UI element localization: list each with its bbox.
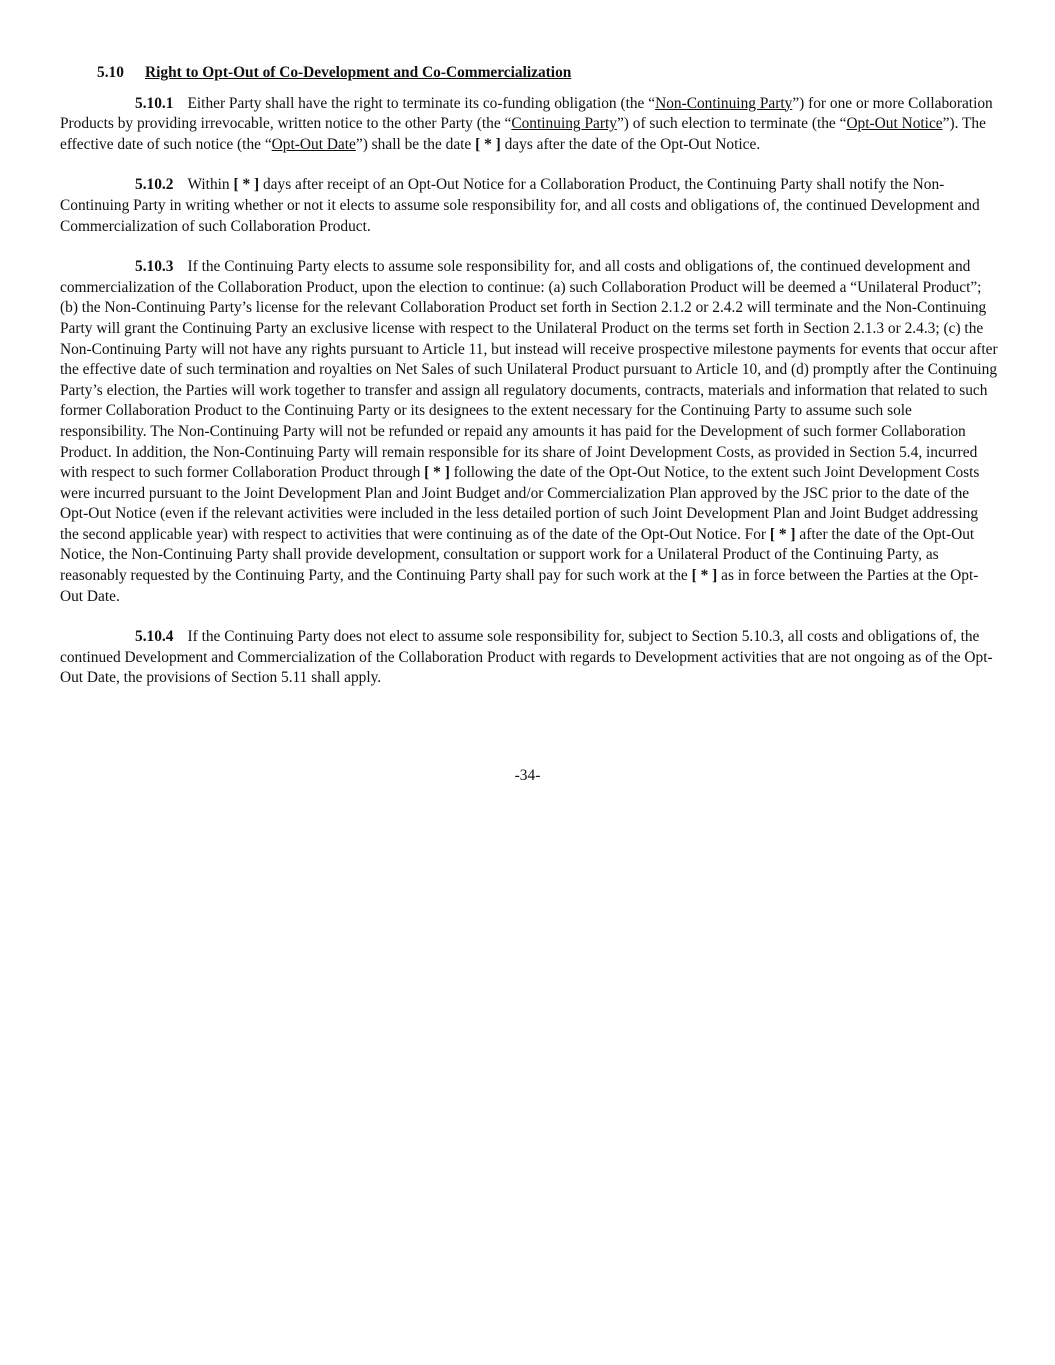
redaction-mark: [ * ] (424, 464, 450, 482)
clause-text: If the Continuing Party does not elect to assume sole responsibility for, subject to Section 5.10.3, all costs and obligations of, the continued Development and Commercialization of the Collaboration Product with regards to Development activities that are not ongoing as of the Opt-Out Date, the provisions of Section 5.11 shall apply. (60, 628, 993, 687)
clause-text: following the date of the Opt-Out Notice, to the extent such Joint Development Costs were incurred pursuant to the Joint Development Plan and Joint Budget and/or Commercialization Plan approved by the JSC prior to the date of the Opt-Out Notice (even if the relevant activities were included in the less detailed portion of such Joint Development Plan and Joint Budget addressing the second applicable year) with respect to activities that were continuing as of the date of the Opt-Out Notice. For (60, 464, 980, 543)
clause-text: days after receipt of an Opt-Out Notice for a Collaboration Product, the Continuing Party shall notify the Non-Continuing Party in writing whether or not it elects to assume sole responsibility for, and all costs and obligations of, the continued Development and Commercialization of such Collaboration Product. (60, 176, 980, 235)
clause-text: ”) of such election to terminate (the “ (616, 115, 847, 133)
clause-5-10-4 (60, 627, 1000, 689)
clause-text: after the date of the Opt-Out Notice, the Non-Continuing Party shall provide development, consultation or support work for a Unilateral Product of the Continuing Party, as reasonably requested by the Continuing Party, and the Continuing Party shall pay for such work at the (60, 525, 975, 585)
section-title: Right to Opt-Out of Co-Development and Co-Commercialization (145, 64, 572, 81)
clause-number: 5.10.3 (135, 258, 174, 276)
clause-5-10-3 (60, 257, 1000, 607)
document-page (60, 63, 1000, 709)
section-heading (97, 63, 1000, 84)
page-number: -34- (514, 767, 541, 784)
clause-text: ”). The effective date of such notice (the “ (60, 115, 986, 153)
clause-number: 5.10.4 (135, 628, 174, 646)
defined-term: Non-Continuing Party (655, 94, 793, 112)
redaction-mark: [ * ] (475, 135, 501, 153)
clause-5-10-2 (60, 175, 1000, 237)
redaction-mark: [ * ] (691, 567, 718, 585)
clause-text: If the Continuing Party elects to assume sole responsibility for, and all costs and obligations of, the continued development and commercialization of the Collaboration Product, upon the election to continue: (a) such Collaboration Product will be deemed a “Unilateral Product”; (b) the Non-Continuing Party’s license for the relevant Collaboration Product set forth in Section 2.1.2 or 2.4.2 will terminate and the Non-Continuing Party will grant the Continuing Party an exclusive license with respect to the Unilateral Product on the terms set forth in Section 2.1.3 or 2.4.3; (c) the Non-Continuing Party will not have any rights pursuant to Article 11, but instead will receive prospective milestone payments for events that occur after the effective date of such termination and royalties on Net Sales of such Unilateral Product pursuant to Article 10, and (d) promptly after the Continuing Party’s election, the Parties will work together to transfer and assign all regulatory documents, contracts, materials and information that related to such former Collaboration Product to the Continuing Party or its designees to the extent necessary for the Continuing Party to assume such sole responsibility. The Non-Continuing Party will not be refunded or repaid any amounts it has paid for the Development of such former Collaboration Product. In addition, the Non-Continuing Party will remain responsible for its share of Joint Development Costs, as provided in Section 5.4, incurred with respect to such former Collaboration Product through (60, 258, 998, 482)
defined-term: Opt-Out Date (271, 135, 356, 153)
clause-number: 5.10.2 (135, 176, 174, 194)
clause-text: ”) for one or more Collaboration Products by providing irrevocable, written notice to the other Party (the “ (60, 94, 993, 133)
section-number: 5.10 (97, 64, 124, 81)
redaction-mark: [ * ] (769, 525, 796, 543)
clause-text: ”) shall be the date (355, 135, 476, 153)
clause-text: days after the date of the Opt-Out Notice. (500, 135, 761, 153)
redaction-mark: [ * ] (233, 176, 260, 194)
clause-text: as in force between the Parties at the Opt-Out Date. (60, 567, 979, 605)
clause-number: 5.10.1 (135, 94, 174, 112)
clause-text: Within (187, 176, 234, 194)
defined-term: Opt-Out Notice (846, 115, 943, 133)
clause-5-10-1 (60, 94, 1000, 156)
defined-term: Continuing Party (511, 115, 617, 133)
clause-text: Either Party shall have the right to terminate its co-funding obligation (the “ (187, 94, 656, 112)
